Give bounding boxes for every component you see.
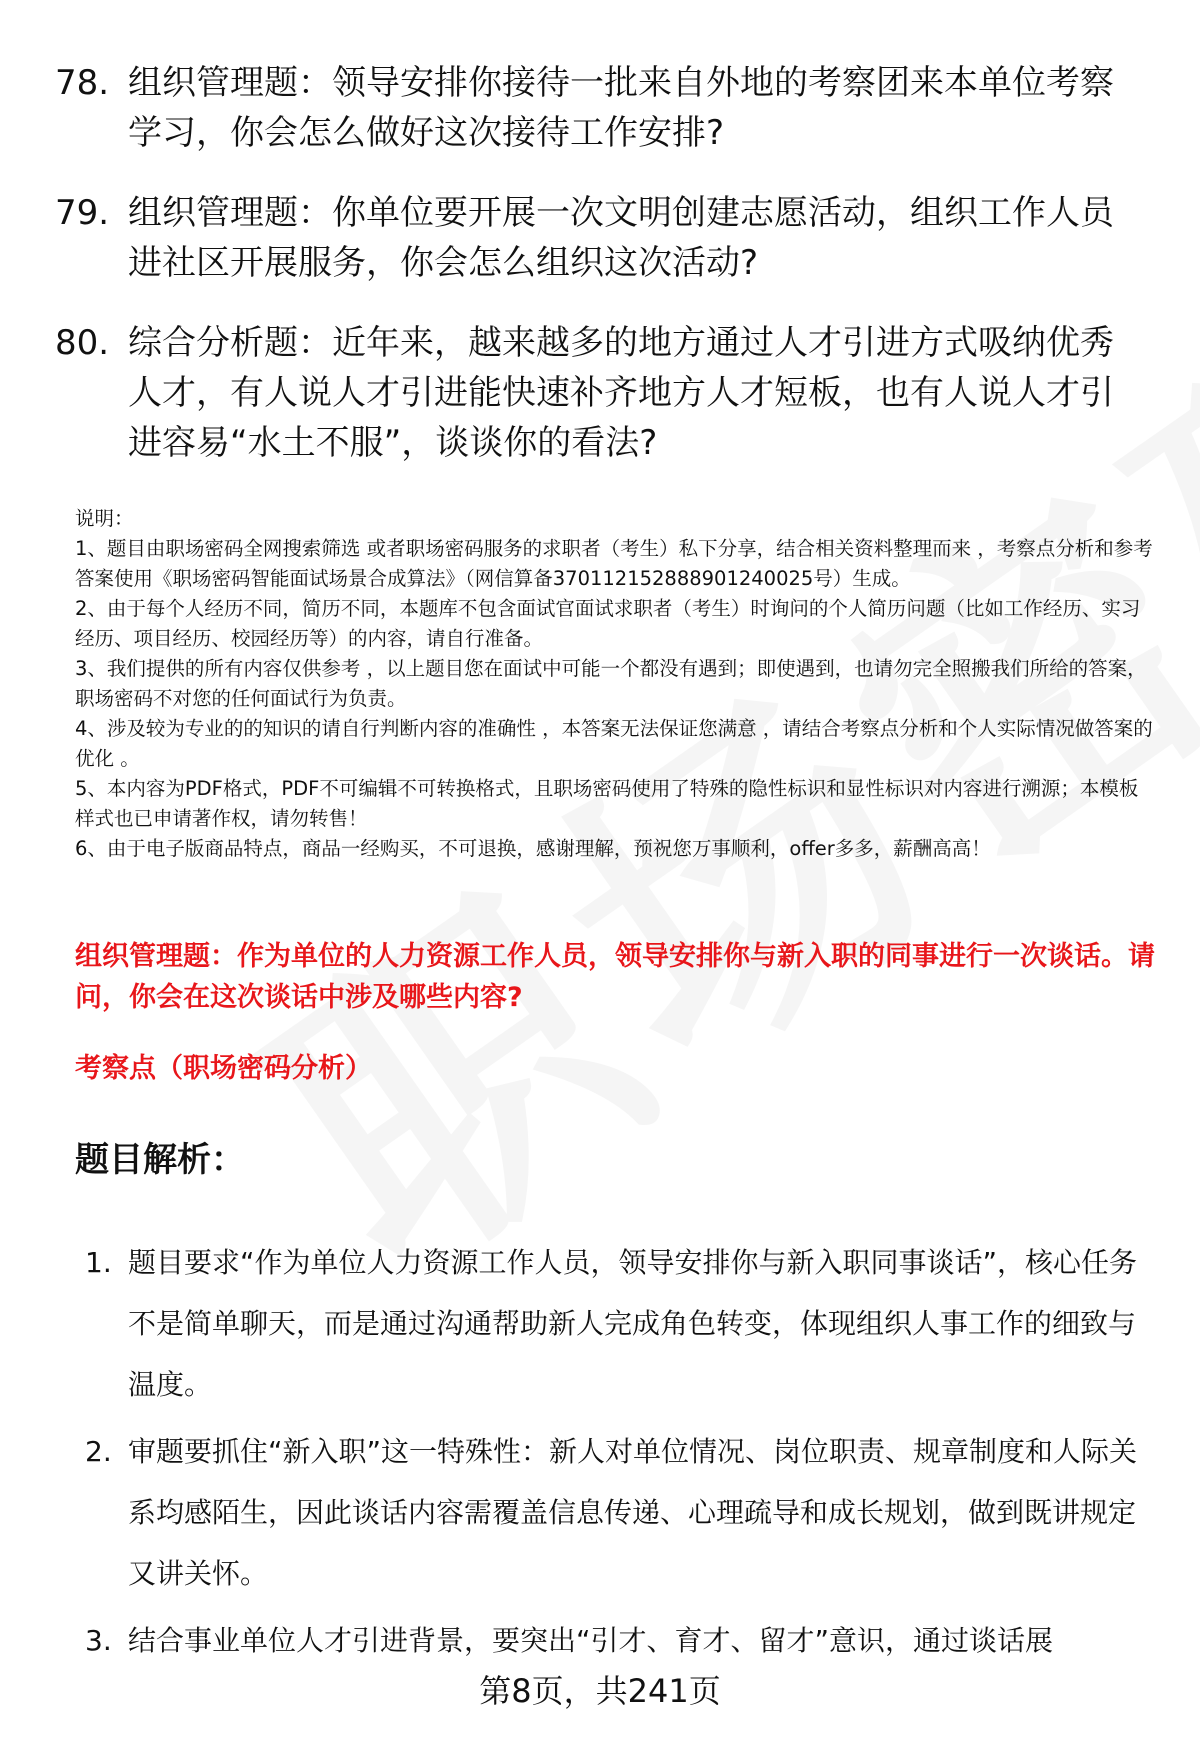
note-item: 2、由于每个人经历不同，简历不同，本题库不包含面试官面试求职者（考生）时询问的个人简历问题（比如工作经历、实习经历、项目经历、校园经历等）的内容，请自行准备。 — [75, 597, 1141, 650]
analysis-item — [85, 1421, 1165, 1604]
analysis-number: 1. — [85, 1246, 112, 1279]
analysis-heading: 题目解析： — [75, 1140, 245, 1180]
analysis-list — [85, 1232, 1165, 1677]
question-number: 78. — [55, 63, 110, 103]
analysis-item — [85, 1232, 1165, 1415]
question-text: 综合分析题：近年来，越来越多的地方通过人才引进方式吸纳优秀人才，有人说人才引进能快速补齐地方人才短板，也有人说人才引进容易“水土不服”，谈谈你的看法? — [128, 323, 1114, 463]
analysis-number: 2. — [85, 1435, 112, 1468]
notes-section — [75, 504, 1155, 864]
analysis-item — [85, 1610, 1165, 1671]
question-item — [55, 58, 1155, 158]
note-item: 6、由于电子版商品特点，商品一经购买，不可退换，感谢理解，预祝您万事顺利，offer多多，薪酬高高！ — [75, 837, 991, 860]
analysis-number: 3. — [85, 1624, 112, 1657]
question-list — [55, 58, 1155, 498]
question-number: 80. — [55, 323, 110, 363]
note-item: 5、本内容为PDF格式，PDF不可编辑不可转换格式，且职场密码使用了特殊的隐性标识和显性标识对内容进行溯源；本模板样式也已申请著作权，请勿转售！ — [75, 777, 1139, 830]
featured-question: 组织管理题：作为单位的人力资源工作人员，领导安排你与新入职的同事进行一次谈话。请问，你会在这次谈话中涉及哪些内容? — [75, 941, 1155, 1013]
note-item: 1、题目由职场密码全网搜索筛选 或者职场密码服务的求职者（考生）私下分享，结合相关资料整理而来 ，考察点分析和参考答案使用《职场密码智能面试场景合成算法》（网信算备370112152888901240025号）生成。 — [75, 537, 1153, 590]
question-item — [55, 188, 1155, 288]
note-item: 4、涉及较为专业的的知识的请自行判断内容的准确性 ，本答案无法保证您满意 ，请结合考察点分析和个人实际情况做答案的优化 。 — [75, 717, 1153, 770]
analysis-text: 审题要抓住“新入职”这一特殊性：新人对单位情况、岗位职责、规章制度和人际关系均感陌生，因此谈话内容需覆盖信息传递、心理疏导和成长规划，做到既讲规定又讲关怀。 — [128, 1435, 1138, 1590]
analysis-text: 结合事业单位人才引进背景，要突出“引才、育才、留才”意识，通过谈话展 — [128, 1624, 1054, 1657]
notes-title: 说明： — [75, 507, 134, 530]
note-item: 3、我们提供的所有内容仅供参考 ，以上题目您在面试中可能一个都没有遇到；即使遇到，也请勿完全照搬我们所给的答案，职场密码不对您的任何面试行为负责。 — [75, 657, 1147, 710]
question-text: 组织管理题：领导安排你接待一批来自外地的考察团来本单位考察学习，你会怎么做好这次接待工作安排? — [128, 63, 1114, 153]
question-text: 组织管理题：你单位要开展一次文明创建志愿活动，组织工作人员进社区开展服务，你会怎么组织这次活动? — [128, 193, 1114, 283]
examination-point-heading: 考察点（职场密码分析） — [75, 1053, 372, 1084]
page-footer: 第8页，共241页 — [479, 1672, 721, 1710]
question-number: 79. — [55, 193, 110, 233]
question-item — [55, 318, 1155, 468]
analysis-text: 题目要求“作为单位人力资源工作人员，领导安排你与新入职同事谈话”，核心任务不是简单聊天，而是通过沟通帮助新人完成角色转变，体现组织人事工作的细致与温度。 — [128, 1246, 1138, 1401]
